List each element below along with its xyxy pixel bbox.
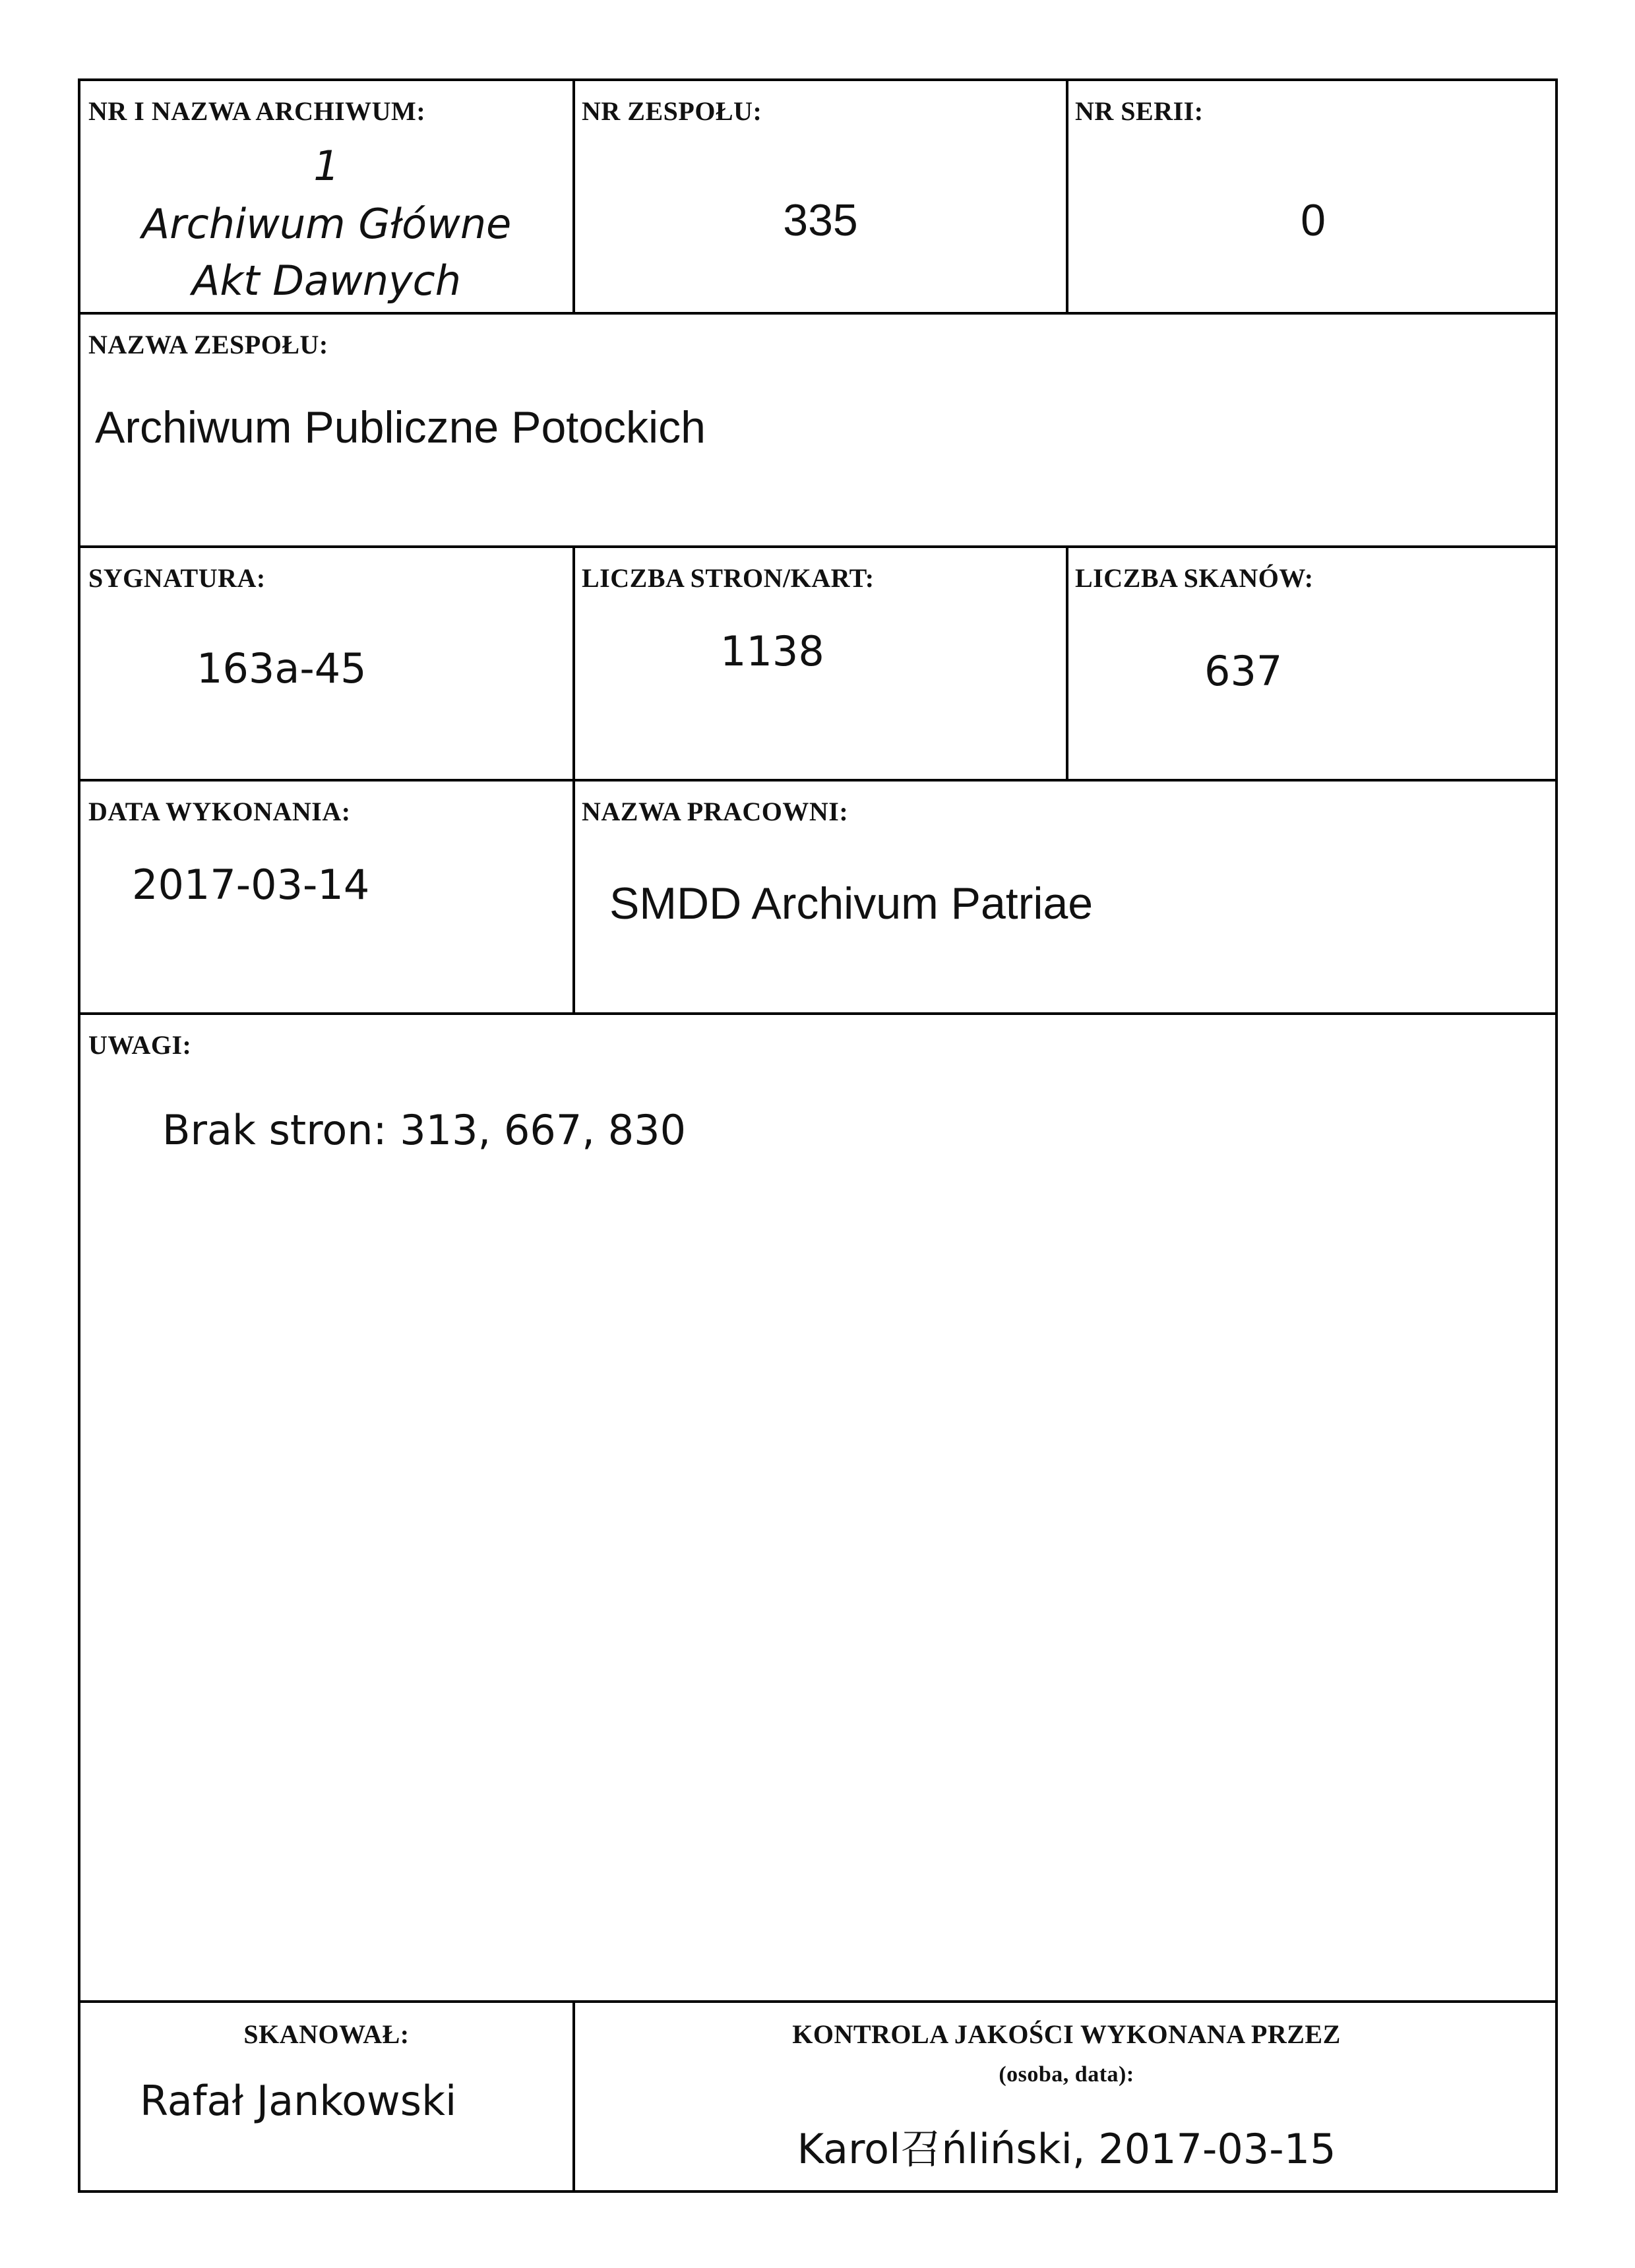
- quality-control-value: Karol召ńliński, 2017-03-15: [797, 2125, 1336, 2173]
- scans-count-label: LICZBA SKANÓW:: [1075, 563, 1314, 593]
- archive-name-line2: Akt Dawnych: [191, 257, 462, 305]
- pages-count-value: 1138: [720, 627, 824, 675]
- signature-label: SYGNATURA:: [88, 563, 266, 593]
- archive-number: 1: [313, 142, 340, 190]
- quality-control-label: KONTROLA JAKOŚCI WYKONANA PRZEZ: [792, 2019, 1341, 2049]
- archive-label: NR I NAZWA ARCHIWUM:: [88, 96, 426, 126]
- remarks-cell: [80, 1015, 1558, 2000]
- metadata-form: [78, 78, 1558, 2193]
- fonds-name-label: NAZWA ZESPOŁU:: [88, 330, 328, 359]
- remarks-value: Brak stron: 313, 667, 830: [162, 1106, 687, 1154]
- archive-name-line1: Archiwum Główne: [141, 200, 512, 248]
- fonds-name-cell: [80, 315, 1558, 545]
- archive-cell: [80, 81, 572, 312]
- pages-count-label: LICZBA STRON/KART:: [582, 563, 875, 593]
- pages-count-cell: [575, 548, 1066, 779]
- scanned-by-cell: [80, 2003, 572, 2193]
- workshop-name-cell: [575, 782, 1558, 1012]
- fonds-number-value: 335: [783, 195, 858, 245]
- series-number-cell: [1068, 81, 1558, 312]
- scans-count-value: 637: [1204, 647, 1283, 695]
- fonds-number-cell: [575, 81, 1066, 312]
- signature-cell: [80, 548, 572, 779]
- fonds-name-value: Archiwum Publiczne Potockich: [95, 402, 706, 452]
- execution-date-value: 2017-03-14: [132, 861, 370, 909]
- series-number-value: 0: [1301, 195, 1326, 245]
- quality-control-sublabel: (osoba, data):: [999, 2062, 1134, 2087]
- fonds-number-label: NR ZESPOŁU:: [582, 96, 762, 126]
- execution-date-label: DATA WYKONANIA:: [88, 797, 351, 826]
- series-number-label: NR SERII:: [1075, 96, 1204, 126]
- scanned-by-label: SKANOWAŁ:: [243, 2019, 410, 2049]
- workshop-name-label: NAZWA PRACOWNI:: [582, 797, 849, 826]
- signature-value: 163a-45: [197, 644, 367, 692]
- workshop-name-value: SMDD Archivum Patriae: [609, 878, 1094, 929]
- remarks-label: UWAGI:: [88, 1030, 192, 1060]
- quality-control-cell: [575, 2003, 1558, 2193]
- scans-count-cell: [1068, 548, 1558, 779]
- scanned-by-value: Rafał Jankowski: [140, 2077, 457, 2125]
- execution-date-cell: [80, 782, 572, 1012]
